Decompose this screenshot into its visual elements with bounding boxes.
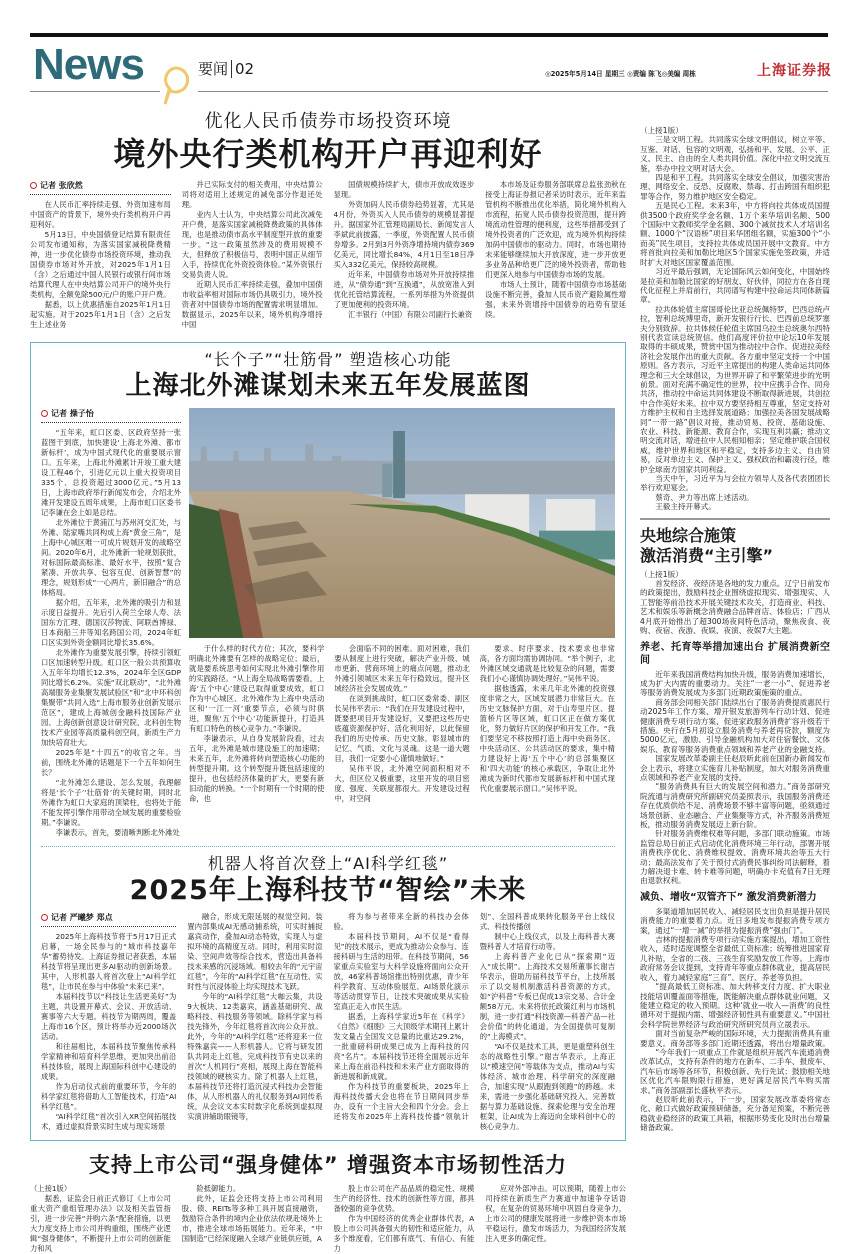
byline <box>30 180 171 195</box>
paragraph: 北外滩作为重要发展引擎，持续引领虹口区加速转型升级。虹口区一般公共预算收入五年年均增长12.3%，2024年全区GDP同比增长6.2%。实施“双北联动”，“北外滩高端服务业集聚发展试验区”和“北中环科创集聚带”共同入选“上海市服务业创新发展示范区”，建成上海城创金融科技国际产业园、上海创新创意设计研究院、北科创生物技术产业园等高质量科创空间，新质生产力加快培育壮大。 <box>41 648 181 747</box>
paragraph: 本届科技节以“科技让生活更美好”为主题，共设置开幕式、会议、开放活动、赛事等六大专题。科技节为期两周，覆盖上海市16个区，预计将举办近2000场次活动。 <box>41 992 177 1041</box>
paragraph: 市场人士预计，随着中国债券市场基础设施不断完善，叠加人民币资产避险属性增强，未来外资增持中国债券的趋势有望延续。 <box>485 280 626 319</box>
article-text <box>41 932 176 1132</box>
main-column <box>30 106 626 1254</box>
byline <box>41 912 176 927</box>
section-separator <box>231 60 232 78</box>
article2-cols <box>189 644 615 804</box>
title-line: 央地综合施策 <box>640 525 737 545</box>
article-text <box>640 670 830 886</box>
header-divider <box>198 91 828 92</box>
section-logo: News <box>33 40 144 89</box>
paragraph: 近年来我国消费结构加快升级，服务消费加速增长，成为扩大内需的重要动力。关注“一老一小”、促进养老等服务消费发展成为多部门近期政策施策的重点。 <box>640 669 830 698</box>
paragraph: 在谈到挑战时，虹口区委常委、副区长吴伟平表示：“我们在开发建设过程中，既要把项目开发建设好，又要把这些历史底蕴资源保护好、活化利用好，以此保留我们的历史传承、历史文脉，彰显城市的记忆、气质、文化与灵魂。这是一道大题目，我们一定要小心谨慎地做好。” <box>334 694 470 763</box>
article2-body <box>41 408 615 838</box>
paragraph: 多渠道增加居民收入、减轻居民支出负担是提升居民消费能力的重要着力点。近日多地发布提振消费专项方案，通过“一增一减”的举措为提振消费“强由门”。 <box>640 906 830 935</box>
byline-icon <box>41 410 48 417</box>
article-text <box>182 1184 323 1244</box>
paragraph: 拉共体轮值主席国哥伦比亚总统佩特罗，巴西总统卢拉，智利总统博里奇，新开发银行行长、巴西前总统罗塞夫分别致辞。拉共体候任轮值主席国乌拉圭总统奥尔西特别代表宣读总统贺信。他们高度评价拉中论坛10年发展取得的丰硕成果，赞赏中国为推动拉中合作、促进拉美经济社会发展作出的重大贡献。各方重申坚定支持一个中国原则。各方表示，习近平主席提出的构建人类命运共同体理念和三大全球倡议，为世界开辟了和平繁荣进步的光明前景。面对充满不确定性的世界，拉中应携手合作、同舟共济，推动拉中命运共同体建设不断取得新进展，共创拉中合作美好未来。拉中双方要坚持相互尊重，坚定支持对方维护主权和自主选择发展道路；加强拉美各国发展战略同“一带一路”倡议对接，推动贸易、投资、基础设施、农业、科技、新能源、教育合作，实现互利共赢；推动文明交流对话，增进拉中人民相知相亲；坚定维护联合国权威，维护世界和地区和平稳定，支持多边主义、自由贸易，反对单边主义、保护主义、强权政治和霸凌行径，维护全球南方国家共同利益。 <box>640 304 830 474</box>
paragraph: （上接1版） <box>30 1184 72 1193</box>
subheading: 养老、托育等举措加速出台 扩展消费新空间 <box>640 641 830 666</box>
paragraph: 王毅主持开幕式。 <box>655 502 716 512</box>
paragraph: 据悉，证监会日前正式修订《上市公司重大资产重组管理办法》以及相关监管指引，进一步完善“并购六条”配套措施，以更大力度支持上市公司并购重组，围绕产业逻辑“强身健体”，不断提升上市公司的创新能力和风 <box>30 1194 171 1253</box>
article-text <box>485 1184 626 1244</box>
top-rule <box>30 33 828 37</box>
byline-text: 记者 严曦梦 郑点 <box>51 913 113 922</box>
paragraph: 此外，证监会还将支持上市公司利用股、债、REITs等多种工具开展直接融资，鼓励符合条件的境内企业依法依规赴境外上市，推进全球市场拓展能力。近年来，“中国制造”已经深度融入全球产业链供应链，A <box>181 1194 323 1243</box>
paragraph: （上接1版） <box>640 569 683 579</box>
paragraph: 针对服务消费维权难等问题，多部门联动施策。市场监管总局日前正式启动优化消费环境三年行动，部署开展消费秩序优化、消费维权提效、消费环境共治等五大行动；最高法发布了关于预付式消费民事纠纷司法解释，着力解决退卡难、转卡难等问题，明确办卡充值有7日无理由退款权利。 <box>640 829 830 886</box>
paragraph: 本届科技节期间，AI不仅是“看得见”的技术展示，更成为推动公众参与、连接科研与生活的纽带。在科技节期间，56家重点实验室与大科学设施将面向公众开放，46家科普场馆推出特别优惠，青少年科学教育、互动体验展览、AI场景化演示等活动贯穿节日，让技术突破成果从实验室真正走入市民生活。 <box>333 932 469 1011</box>
article-text <box>334 644 469 804</box>
paragraph: 三是文明工程。共同落实全球文明倡议，树立平等、互鉴、对话、包容的文明观，弘扬和平、发展、公平、正义、民主、自由的全人类共同价值。深化中拉文明交流互鉴，举办中拉文明对话大会。 <box>640 135 830 173</box>
byline-text: 记者 张欣然 <box>40 181 83 190</box>
article-text <box>334 180 475 320</box>
paragraph: 5月13日，中央国债登记结算有限责任公司发布通知称，为落实国家减税降费精神，进一步优化债券市场投资环境，推动我国债券市场对外开放，对2025年1月1日（含）之后通过中国人民银行或银行间市场结算代理人在中央结算公司开户的境外央行类机构，全额免除500元/户的账户开户费。 <box>30 230 171 299</box>
paragraph: 五是民心工程。未来3年，中方将向拉共体成员国提供3500个政府奖学金名额、1万个来华培训名额、500个国际中文教师奖学金名额、300个减贫技术人才培训名额、1000个“汉语桥”项目来华团组名额，实施300个“小而美”民生项目，支持拉共体成员国开展中文教育。中方将首批向拉美和加勒比地区5个国家实施免签政策，并适时扩大对地区国家覆盖范围。 <box>640 201 830 267</box>
paragraph: 近年来，中国债券市场对外开放持续推进，从“债券通”到“互换通”，从放宽准入到优化托管结算流程，一系列举措为外资提供了更加便利的投资环境。 <box>333 270 475 309</box>
paragraph: 股上市公司在产品品质的稳定性、规模生产的经济性、技术的创新性等方面，都具备较强的竞争优势。 <box>333 1184 475 1213</box>
paragraph: 要求、时序要求、技术要求也非常高，各方面均需协调协同。“举个例子，北外滩区域交通就是比较复杂的问题，需要我们小心谨慎协调处理好。”吴伟平说。 <box>479 644 615 683</box>
paragraph: 李谦表示，从自身发展阶段看，过去五年，北外滩是城市建设施工的加速期；未来五年，北外滩将转向塑造核心功能的转型提升期。这个转型提升既包括速度的提升，也包括经济体量的扩大，更要有新旧动能的转换。“一个时期有一个时期的使命，也 <box>189 734 325 803</box>
dotted-divider <box>41 846 615 847</box>
page-layout <box>30 106 830 1254</box>
article1-title: 境外央行类机构开户再迎利好 <box>113 135 543 173</box>
paragraph: 将为参与者带来全新的科技办会体验。 <box>333 912 469 931</box>
paragraph: 当天中午，习近平为与会拉方领导人及各代表团团长举行欢迎宴会。 <box>640 474 830 493</box>
paragraph: 面对当前复杂严峻的国际环境，大力提振消费具有重要意义。商务部等多部门近期还透露，将出台增量政策。 <box>640 1029 830 1048</box>
article4-title: 支持上市公司“强身健体” 增强资本市场韧性活力 <box>89 1153 567 1177</box>
article-text <box>334 1184 475 1254</box>
article1-subtitle: 优化人民币债券市场投资环境 <box>204 111 452 132</box>
paragraph: 作为中国经济的优秀企业群体代表，A股上市公司具备强大的韧性和适应能力，从多个维度看，它们都有底气、有信心、有能力 <box>333 1214 475 1253</box>
sidebar-bottom-article <box>640 570 830 1133</box>
section-label: 要闻 <box>198 60 229 78</box>
article-text <box>640 126 830 512</box>
sidebar-divider <box>640 518 830 520</box>
article2-title: 上海北外滩谋划未来五年发展蓝图 <box>125 371 531 401</box>
page-number: 02 <box>235 60 255 78</box>
paragraph: 上海科普产业化已从“探索期”迈入“成长期”。上海技术交易所董事长谢吉华表示，借助历届科技节平台，上技所展示了以交易机制激活科普资源的方式，如“沪科普”专板已促成13宗交易、合计金额58万元。未来将依托政策红利与市场机制，进一步打通“科技资源—科普产品—社会价值”的转化通道，为全国提供可复制的“上海模式”。 <box>479 952 615 1041</box>
paragraph: 国债规模持续扩大，债市开放成效逐步显现。 <box>333 180 475 199</box>
article1-body <box>30 180 626 330</box>
paragraph: 据悉，以上优惠措施自2025年1月1日起实施。对于2025年1月1日（含）之后发生上述业务 <box>30 300 171 329</box>
paragraph: 赵辰昕此前表示，下一步，国家发展改革委将常态化、敞口式做好政策预研储备，充分备足预案，不断完善稳就业稳经济的政策工具箱，根据形势变化及时出台增量储备政策。 <box>640 1094 830 1133</box>
article-text <box>187 912 322 1122</box>
article-text <box>182 180 323 330</box>
paragraph: 于什么样的时代方位；其次，要科学明确北外滩要有怎样的战略定位；最后，就是要系统思考如何实现北外滩引擎作用的实践路径。“从上海全局战略需要看，上海‘五个中心’建设已取得重要成效，虹口作为中心城区、北外滩作为上海中央活动区和‘一江一河’重要节点，必须与时俱进，聚焦‘五个中心’功能新提升，打造具有虹口特色的核心竞争力。”李谦说。 <box>189 644 325 733</box>
paragraph: 据悉，上海科学家近5年在《科学》《自然》《细胞》三大顶级学术期刊上累计发文量占全国发文总量的比重达29.2%，一批重磅科研成果已成为上海科技的闪亮“名片”。本届科技节还将全面展示近年来上海在前沿科技和未来产业方面取得的新进展和新成就。 <box>333 1012 469 1081</box>
paragraph: “AI不仅是技术工具，更是重塑科创生态的战略性引擎。”谢吉华表示，上海正以“模速空间”等载体为支点，推动AI与实体经济、城市治理、科学研究的深度融合，加速实现“从跟跑到领跑”的跨越。未来，需进一步强化基础研究投入、完善数据与算力基础设施、探索伦理与安全治理框架，让AI成为上海迈向全球科创中心的核心竞争力。 <box>479 1042 615 1131</box>
article-text <box>480 644 615 794</box>
paragraph: 吉林的提振消费专项行动实施方案提出，增加工资性收入，适时适度调整全省最低工资标准；统筹推进国家育儿补贴，全省的二孩、三孩生育奖励发放工作等。上海市政府常务会议提到，支持青年等重点群体就业，提高居民收入，着力减轻家庭“三育”、医疗、养老等负担。 <box>640 935 830 982</box>
article-text <box>640 570 830 636</box>
byline-text: 记者 操子怡 <box>51 409 94 418</box>
article4-body <box>30 1184 626 1254</box>
paragraph: 和往届相比，本届科技节聚焦传承科学家精神和培育科学思维，更加突出前沿科技体验，展现上海国际科创中心建设的成果。 <box>41 1042 177 1081</box>
paragraph: 习近平最后强调，无论国际风云如何变化，中国始终是拉美和加勒比国家的好朋友、好伙伴，同拉方在各自现代化征程上并肩前行，共同谱写构建中拉命运共同体新篇章。 <box>640 267 830 305</box>
paragraph: “AI科学红毯”首次引入XR空间拓展技术，通过虚拟背景实时生成与现实场景 <box>41 1112 177 1131</box>
paragraph: “五年来，虹口区委、区政府坚持一张蓝图干到底，加快建设‘上海北外滩、都市新标杆’，成为中国式现代化的重要展示窗口。五年来，上海北外滩累计开竣工重大建设工程46个，引进亿元以上重大投资项目335个、总投资超过3000亿元。”5月13日，上海市政府举行新闻发布会，介绍北外滩开发建设五周年成果，上海市虹口区委书记李谦在会上如是总结。 <box>41 428 181 517</box>
paragraph: 北外滩位于黄浦江与苏州河交汇处，与外滩、陆家嘴共同构成上海“黄金三角”，是上海中心城区唯一可成片规划开发的战略空间。2020年6月，北外滩新一轮规划获批，对标国际最高标准、最好水平，按照“复合紧凑、开放共享、包容互促、创新智慧”的理念，规划形成“一心两片，新旧融合”的总体格局。 <box>41 518 181 597</box>
paragraph: 会面临不同的困难。面对困难，我们要从制度上进行突破，解决产业升级、城市更新、营商环境上的痛点问题，推动北外滩引领城区未来五年行稳致远，提升区域经济社会发展成效。” <box>334 644 470 693</box>
paragraph: 李谦表示，首先，要清晰判断北外滩处 <box>55 828 180 837</box>
sidebar-bottom-title <box>640 526 830 566</box>
paragraph: 作为启动仪式前的重要环节，今年的科学家红毯将借助人工智能技术，打造“AI科学红毯”。 <box>41 1082 177 1111</box>
paragraph: 蔡奇、尹力等出席上述活动。 <box>655 492 754 502</box>
paragraph: “今年我们一项重点工作就是组织开展汽车流通消费改革试点，支持有条件的地方在新车、二手车、报废车、汽车后市场等各环节，积极创新、先行先试；鼓励相关地区优化汽车限购限行措施，更好满足居民汽车购买需求。”商务部副部长盛秋平表示。 <box>640 1047 830 1095</box>
speech-bubble-icon <box>160 66 190 108</box>
paragraph: 2025年是“十四五”的收官之年。当前，围绕北外滩的话题是下一个五年如何生长？ <box>41 748 181 777</box>
section-name <box>198 60 254 78</box>
paragraph: 国家发展改革委副主任赵辰昕此前在国新办新闻发布会上表示，将建立实施育儿补贴制度，加大对服务消费重点领域和养老产业发展的支持。 <box>640 754 830 782</box>
paragraph: 业内人士认为，中央结算公司此次减免开户费，是落实国家减税降费政策的具体体现，也是推动债市高水平制度型开放的重要一步。“这一政策虽然涉及的费用规模不大，但释放了积极信号，表明中国正从细节入手，持续优化外资投资体验。”某外资银行交易负责人说。 <box>181 210 323 279</box>
article-text <box>480 932 615 1132</box>
article-text <box>30 200 171 330</box>
paragraph: （上接1版） <box>640 126 683 135</box>
paragraph: 近期人民币汇率持续走强，叠加中国债市收益率相对国际市场仍具吸引力，境外投资者对中国债券市场的配置需求明显增加。数据显示，2025年以来，境外机构净增持中国 <box>181 280 323 329</box>
article-text <box>485 180 626 320</box>
article-text <box>189 644 324 804</box>
article2-subtitle: “长个子”“壮筋骨” 塑造核心功能 <box>204 350 452 369</box>
paragraph: 作为科技节的重要板块，2025年上海科技传播大会也将在节日期间同步举办，设有一个主旨大会和四个分会。会上还将发布2025年上海科技传播“领航计划”、全国科普成果转化服务平台上线仪式、科技传播创 <box>333 912 615 1121</box>
paragraph: 商务部会同相关部门陆续出台了服务消费提质惠民行动2025年工作方案、增开银发旅游列车行动计划、促进健康消费专项行动方案、促进家政服务消费扩容升级若干措施。央行在5月初设立服务消费与养老再贷款，额度为5000亿元，激励、引导金融机构加大对住宿餐饮、文体娱乐、教育等服务消费重点领域和养老产业的金融支持。 <box>640 697 830 754</box>
sidebar-top-article <box>640 126 830 512</box>
paragraph: 据他透露，未来几年北外滩的投资强度非常之大，区域发展潜力非常巨大。在历史文脉保护方面，对于山寿里片区、提篮桥片区等区域，虹口区正在做方案优化，努力做好片区的保护和开发工作。“我们要坚定不移按照打造上海中央商务区、中央活动区、公共活动区的要求，集中精力建设好上海‘五个中心’的总部集聚区和‘四大功能’的核心承载区，争取让北外滩成为新时代都市发展新标杆和中国式现代化重要展示窗口。”吴伟平说。 <box>479 684 615 793</box>
article2-right <box>189 408 615 838</box>
paragraph: 吴伟平说，北外滩空间面积相对不大，但区位又极重要，这里开发的项目密度、强度、关联度都很大。开发建设过程中，对空间 <box>334 764 470 803</box>
article2-lead-col <box>41 408 181 838</box>
paragraph: 汇丰银行（中国）有限公司副行长兼资 <box>348 310 473 319</box>
article-text <box>41 428 181 838</box>
paragraph: 在人民币汇率持续走强、外资加速布局中国资产的背景下，境外央行类机构开户再迎利好。 <box>30 200 171 229</box>
header-divider <box>30 91 160 92</box>
paragraph: 2025年上海科技节将于5月17日正式启幕，一场全民参与的“城市科技嘉年华”蓄势待发。上海证券报记者获悉，本届科技节将呈现出更多AI驱动的创新场景。其中，人形机器人将首次登上“AI科学红毯”，让市民在参与中体验“未来已来”。 <box>41 932 177 991</box>
byline-icon <box>30 182 37 189</box>
article-text <box>640 907 830 1133</box>
byline <box>41 408 181 423</box>
byline-icon <box>41 914 48 921</box>
article-text <box>30 1184 171 1254</box>
paragraph: 据介绍，五年来，北外滩的吸引力和显示度日益提升。先后引入荷兰全球人寿、法国东方汇理、德国汉莎物流、阿联酋博禄、日本商船三井等知名跨国公司，2024年虹口区实到外资金额同比增长35.6%。 <box>41 598 181 647</box>
article3-title: 2025年上海科技节“智绘”未来 <box>129 875 527 906</box>
paragraph: 首发经济、夜经济是各地的发力重点。辽宁日前发布的政策提出，鼓励科技企业围绕虚拟现实、增强现实、人工智能等前沿技术开展关键技术攻关，打造商业、科技、艺术和娱乐等新概念消费融合品牌首店、体验店；广西从4月底开始推出了超300场夜间特色活动，聚焦夜食、夜购、夜宿、夜游、夜娱、夜演、夜娱7大主题。 <box>640 579 830 636</box>
paragraph: 应对外部冲击。可以预期，随着上市公司持续在新质生产力赛道中加速争夺话语权，在复杂的贸易环境中巩固自身竞争力，上市公司的健康发展将进一步维护资本市场平稳运行，激发市场活力，为我国经济发展注入更多的确定性。 <box>485 1184 626 1243</box>
title-line: 激活消费“主引擎” <box>640 545 774 565</box>
paragraph: 外资加码人民币债券趋势显著，尤其是4月份，外资买入人民币债券的规模显著提升。据国家外汇管理局副局长、新闻发言人李斌此前披露，一季度，外资配置人民币债券增多。2月到3月外资净增持境内债券369亿美元，同比增长84%，4月1日至18日净买入332亿美元，保持较高规模。 <box>333 200 475 269</box>
subheading: 减负、增收“双管齐下” 激发消费新潜力 <box>640 891 817 903</box>
paragraph: 本市场及证券服务部联席总监张劲秋在接受上海证券报记者采访时表示，近年来监管机构不断推出优化举措，简化境外机构入市流程，拓宽人民币债券投资范围，提升跨境流动性管理的便利度，这些举措都受到了境外投资者的广泛欢迎，成为境外机构持续加码中国债市的驱动力。同时，市场也期待未来能够继续加大开放深度，进一步开放更多业务品种给更广泛的境外投资者，帮助他们更深入地参与中国债券市场的发展。 <box>485 180 626 279</box>
paragraph: “北外滩怎么建设、怎么发展，我理解将是‘长个子’‘壮筋骨’的关键时期，同时北外滩作为虹口大家庭的顶梁柱，也将处于能不能发挥引擎作用带动全域发展的重要检验期。”李谦说。 <box>41 778 181 827</box>
paragraph: 制中心上线仪式，以及上海科普大赛暨科普人才培育行动等。 <box>479 932 615 951</box>
paragraph: “服务消费具有巨大的发展空间和潜力。”商务部研究院流通与消费研究所副研究员姜照表示，我国服务消费还存在优质供给不足、消费场景不够丰富等问题，亟须通过场景创新、业态融合、产业集聚等方式，补齐服务消费短板，推动服务消费发展迈上新台阶。 <box>640 782 830 829</box>
article3-body <box>41 912 615 1132</box>
dateline: ◎2025年5月14日 星期三 ◎责编 陈飞◎美编 周栋 <box>545 70 696 78</box>
paragraph: “提高最低工资标准、加大转移支付力度、扩大职业技能培训覆盖面等措施，既能解决重点群体就业问题，又能建立稳定的收入预期。这种‘就业—收入—消费’的良性循环对于提振内需、增强经济韧性具有重要意义。”中国社会科学院世界经济与政治研究所研究员肖立晟表示。 <box>640 982 830 1029</box>
paragraph: 险抵御能力。 <box>196 1184 241 1193</box>
north-bund-photo <box>189 408 615 638</box>
sidebar <box>640 106 830 1133</box>
paragraph: 并已实际支付的相关费用，中央结算公司将对适用上述规定的减免部分作退还处理。 <box>181 180 323 209</box>
paragraph: 今年的“AI科学红毯”大咖云集，共设9大板块、12类嘉宾，涵盖基础研究、战略科技、科技服务等领域。除科学家与科技先锋外，今年红毯将首次向公众开放。此外，今年的“AI科学红毯”还将迎来一位特殊嘉宾——人形机器人。它将与研发团队共同走上红毯，完成科技节有史以来的首次“人机同行”亮相，展现上海在智能科技领域的硬核实力。除了机器人上红毯，本届科技节还将打造沉浸式科技办会智能体，从人形机器人的礼仪服务到AI同传系统，从会议文本实时数字化系统到虚拟现实演讲辅助眼镜等， <box>187 992 323 1121</box>
newspaper-masthead: 上海证券报 <box>757 63 832 79</box>
feature-box <box>30 342 626 1141</box>
paragraph: 融合，形成无限延展的视觉空间。装置内部集成AI无感动捕系统，可实时捕捉嘉宾动作，叠加AI动态特效，实现人与虚拟环境的高精度互动。同时，利用实时渲染、空间声效等综合技术，营造出具备科技未来感的沉浸场域。相较去年的“元宇宙红毯”，今年的“AI科学红毯”在互动性、实时性与沉浸体验上均实现技术飞跃。 <box>187 912 323 991</box>
article3-subtitle: 机器人将首次登上“AI科学红毯” <box>207 854 449 873</box>
paragraph: 四是和平工程。共同落实全球安全倡议，加强灾害治理、网络安全、反恐、反腐败、禁毒、打击跨国有组织犯罪等合作，努力维护地区安全稳定。 <box>640 173 830 201</box>
